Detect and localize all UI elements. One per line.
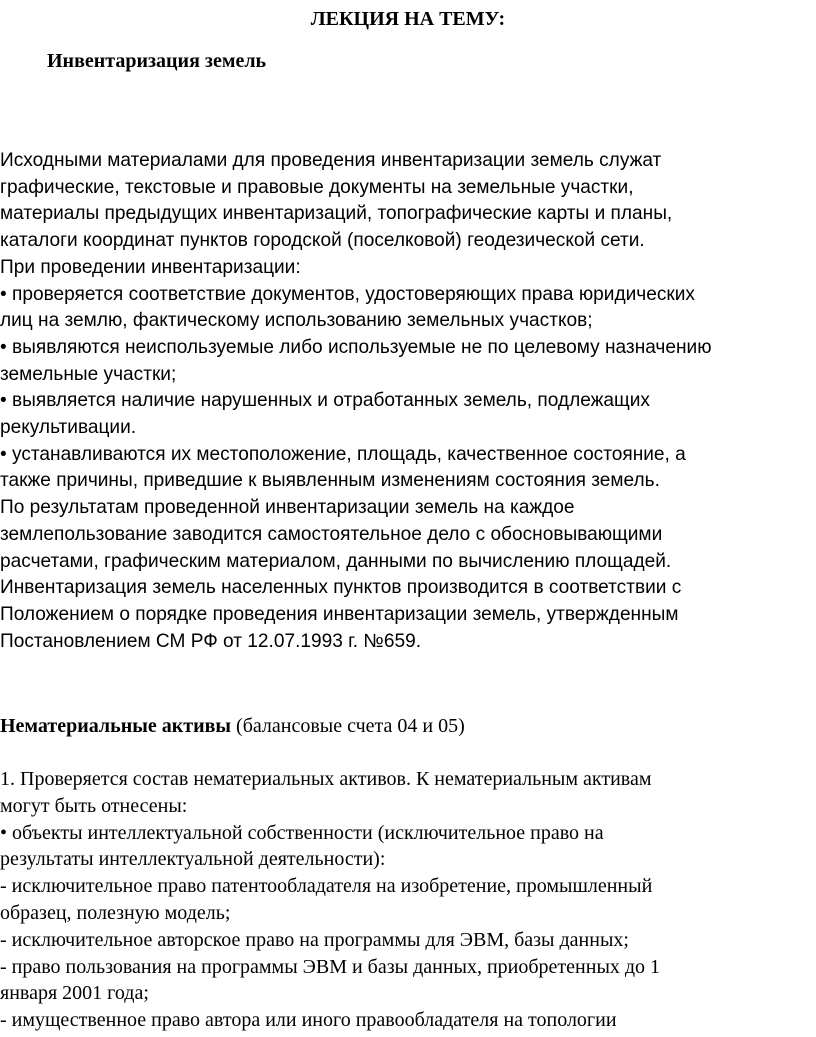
text-line: также причины, приведшие к выявленным изменениям состояния земель. — [0, 470, 660, 492]
section-text-line: результаты интеллектуальной деятельности): — [0, 848, 386, 871]
main-text-block — [0, 148, 800, 655]
text-line: каталоги координат пунктов городской (поселковой) геодезической сети. — [0, 230, 645, 252]
text-line: землепользование заводится самостоятельное дело с обосновывающими — [0, 523, 663, 545]
lecture-title: ЛЕКЦИЯ НА ТЕМУ: — [310, 8, 506, 30]
text-line: По результатам проведенной инвентаризации земель на каждое — [0, 497, 575, 519]
section-text-line: могут быть отнесены: — [0, 794, 188, 817]
section-text-line: 1. Проверяется состав нематериальных активов. К нематериальным активам — [0, 768, 652, 790]
section-heading — [0, 713, 465, 739]
text-line: графические, текстовые и правовые документы на земельные участки, — [0, 176, 634, 198]
section-text-block — [0, 766, 810, 1034]
section-text-line: января 2001 года; — [0, 982, 149, 1005]
text-line: материалы предыдущих инвентаризаций, топографические карты и планы, — [0, 203, 673, 225]
text-line: • проверяется соответствие документов, удостоверяющих права юридических — [0, 283, 695, 305]
section-text-line: - исключительное авторское право на программы для ЭВМ, базы данных; — [0, 928, 629, 951]
text-line: При проведении инвентаризации: — [0, 256, 301, 278]
text-line: Инвентаризация земель населенных пунктов производится в соответствии с — [0, 577, 682, 599]
text-line: • выявляется наличие нарушенных и отработанных земель, подлежащих — [0, 390, 650, 412]
section-text-line: - право пользования на программы ЭВМ и базы данных, приобретенных до 1 — [0, 955, 661, 978]
lecture-subtitle: Инвентаризация земель — [47, 50, 267, 72]
text-line: Положением о порядке проведения инвентаризации земель, утвержденным — [0, 603, 679, 625]
section-heading-bold: Нематериальные активы — [0, 715, 232, 737]
section-text-line: - исключительное право патентообладателя на изобретение, промышленный — [0, 875, 653, 898]
text-line: Постановлением СМ РФ от 12.07.1993 г. №659. — [0, 630, 422, 652]
section-text-line: образец, полезную модель; — [0, 901, 231, 924]
text-line: лиц на землю, фактическому использованию земельных участков; — [0, 310, 593, 332]
section-text-line: • объекты интеллектуальной собственности (исключительное право на — [0, 821, 604, 844]
text-line: рекультивации. — [0, 417, 137, 439]
section-text-line: - имущественное право автора или иного правообладателя на топологии — [0, 1009, 617, 1032]
text-line: • выявляются неиспользуемые либо используемые не по целевому назначению — [0, 336, 712, 358]
section-heading-rest: (балансовые счета 04 и 05) — [231, 715, 465, 737]
text-line: расчетами, графическим материалом, данными по вычислению площадей. — [0, 550, 672, 572]
text-line: • устанавливаются их местоположение, площадь, качественное состояние, а — [0, 443, 686, 465]
text-line: земельные участки; — [0, 363, 177, 385]
text-line: Исходными материалами для проведения инвентаризации земель служат — [0, 150, 662, 171]
